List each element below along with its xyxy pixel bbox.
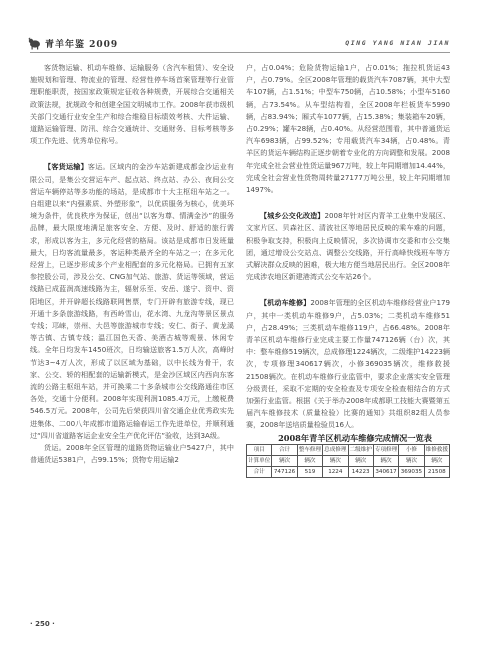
page-header — [0, 36, 480, 54]
table-cell: 计算单位 — [247, 455, 272, 466]
yearbook-logo — [28, 36, 118, 50]
left-column — [30, 62, 234, 467]
section-passenger-freight — [30, 161, 234, 442]
table-cell: 21508 — [424, 466, 449, 477]
page-number: · 250 · — [30, 620, 55, 628]
right-column — [246, 62, 450, 478]
table-header-cell: 维修救援 — [424, 444, 449, 455]
section-body: 2008年管理的全区机动车维修经营业户179户，其中一类机动车维修9户，占5.03%；二类机动车维修51户，占28.49%；三类机动车维修119户，占66.48%。2008年青羊区机动车维修行业完成主要工作量747126辆（台）次，其中：整车维修519辆次，总成修理1224辆次，二级维护14223辆次，专项修理340617辆次，小修369035辆次，维修救援21508辆次。在机动车维修行业监管中，要求企业落实安全管理分级责任，采取不定期的安全检查及专项安全检查相结合的方式加强行业监管。根据《关于举办2008年成都职工技能大赛暨第五届汽车维修技术（质量检验）比赛的通知》共组织82组人员参赛，2008年送培质量检验员16人。 — [246, 298, 451, 430]
table-title: 2008年青羊区机动车维修完成情况一览表 — [278, 432, 432, 443]
table-cell: 340617 — [373, 466, 398, 477]
table-row — [247, 466, 450, 477]
table-row — [247, 455, 450, 466]
table-cell: 14223 — [348, 466, 373, 477]
table-cell: 747126 — [272, 466, 297, 477]
table-cell: 369035 — [399, 466, 424, 477]
table-header-cell: 二级维护 — [348, 444, 373, 455]
section-vehicle-repair — [246, 297, 450, 431]
sheep-logo-icon — [28, 36, 42, 50]
continued-paragraph: 户，占0.04%；危险货物运输1户，占0.01%；拖拉机货运43户，占0.79%。全区2008年管理的载货汽车7087辆，其中大型车107辆，占1.51%；中型车750辆，占10.58%；小型车5160辆，占73.54%。从车型结构看，全区2008年栏板货车5990辆，占83.94%；厢式车1077辆，占15.38%；集装箱车20辆，占0.29%；罐车28辆，占0.40%。从经营范围看，其中普通货运汽车6983辆，占99.52%；专用载货汽车34辆，占0.48%。青羊区的货运车辆结构正逐步朝着专业化的方向调整和发展。2008年完成全社会营业性货运量967万吨，较上年同期增加14.44%，完成全社会营业性货物周转量27177万吨公里，较上年同期增加1497%。 — [246, 63, 450, 195]
table-cell: 辆次 — [373, 455, 398, 466]
freight-paragraph: 货运。2008年全区管理的道路货物运输业户5427户，其中普通货运5381户，占99.15%；货物专用运输2 — [30, 443, 234, 465]
table-cell: 辆次 — [399, 455, 424, 466]
table-cell: 辆次 — [348, 455, 373, 466]
table-cell: 合计 — [247, 466, 272, 477]
yearbook-title: 青羊年鉴 2009 — [45, 39, 119, 50]
table-cell: 辆次 — [323, 455, 348, 466]
table-header-cell: 总成修理 — [323, 444, 348, 455]
section-body: 2008年针对区内青羊工业集中发展区、文家片区、贝森社区、清波社区等地居民反映的乘车难的问题，积极争取支持，积极向上反映情况，多次协调市交委和市公交集团，通过增设公交站点、调整公交线路，开行高峰快线班车等方式解决群众反映的困难，极大地方便当地居民出行。全区2008年完成涉农地区新建港湾式公交车站26个。 — [246, 211, 450, 282]
header-rule — [30, 52, 450, 53]
section-body: 客运。区域内的金沙车站新建成都金沙运业有限公司，是集公交营运车产、起点站、终点站、办公、夜间公交营运车辆停站等多功能的场站，是成都市十大主枢纽车站之一。自组建以来“内强素质、外塑形象”，以优质服务为核心，优美环境为条件，优良秩序为保证，创出“以客为尊、情满金沙”的服务品牌，最大限度地满足旅客安全、方便、及时、舒适的旅行需求，形成以客为主，多元化经营的格局。该站是成都市日发班量最大，日均客流量最多，客运种类最齐全的车站之一；在多元化经营上，已逐步形成多个产业相配套的多元化格局。已拥有五家参控股公司，涉及公交、CNG加气站、旅游、货运等领域，营运线路已成蓝润高速线路为主，辐射乐至、安岳、遂宁、资中、资阳地区，并开辟超长线路联网售票，专门开辟有旅游专线，现已开通十多条旅游线路，有西岭雪山，花水湾、九龙沟等景区景点专线；邛崃，崇州、大邑等旅游城市专线；安仁、街子、黄龙溪等古镇、古镇专线；温江国色天香、美酒古城等观景、休闲专线。全年日均发车1450班次，日均输送旅客1.5万人次，高峰时节达3~4万人次，形成了以区域为基础，以中长线为骨干，农家、公交、轿的相配套的运输新模式，是金沙区域区内西向东客流的公路主枢纽车站，并可换乘二十多条城市公交线路通往市区各处，交通十分便利。2008年实现利润1085.4万元，上缴税费546.5万元。2008年，公司先后荣获四川省交通企业优秀政实先进集体、二00八年成都市道路运输春运工作先进单位，并顺利通过“四川省道路客运企业安全生产优化评估”验收，达到3A级。 — [30, 162, 235, 440]
section-heading: 【客货运输】 — [44, 162, 88, 172]
table-header-row — [247, 444, 450, 455]
table-cell: 1224 — [323, 466, 348, 477]
table-header-cell: 项目 — [247, 444, 272, 455]
table-cell: 辆次 — [424, 455, 449, 466]
section-heading: 【机动车维修】 — [260, 298, 311, 308]
table-header-cell: 小修 — [399, 444, 424, 455]
table-cell: 辆次 — [297, 455, 322, 466]
table-header-cell: 整车修理 — [297, 444, 322, 455]
running-title: QING YANG NIAN JIAN — [345, 39, 450, 47]
table-header-cell: 合计 — [272, 444, 297, 455]
table-header-cell: 专项修理 — [373, 444, 398, 455]
intro-paragraph: 客货物运输、机动车维修、运输服务（含汽车租赁）、安全设施规划和管理、物流业的管理、经营性停车场首案管理等行业管理职能职责，按国家政策规定征收各种规费，开展综合交通相关政策法规，扰规政令和创建全国文明城市工作。2008年获市级机关部门交通行业安全生产和综合维稳目标绩效考核、大件运输、道路运输管理、防汛、综合交通统计、交通财务、目标考核等多项工作先进、优秀单位称号。 — [30, 63, 234, 146]
repair-stats-table — [246, 444, 450, 478]
table-cell: 519 — [297, 466, 322, 477]
section-urban-rural-transit — [246, 210, 450, 283]
section-heading: 【城乡公交化改造】 — [260, 211, 325, 221]
table-cell: 辆次 — [272, 455, 297, 466]
